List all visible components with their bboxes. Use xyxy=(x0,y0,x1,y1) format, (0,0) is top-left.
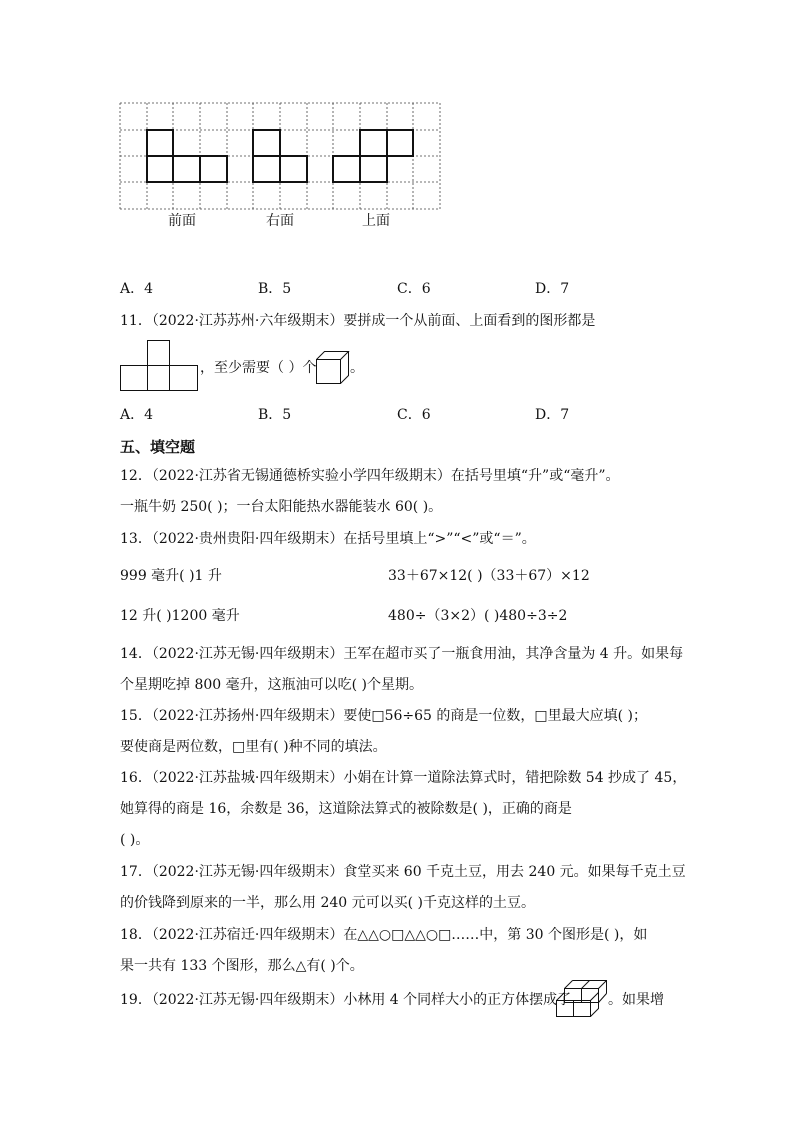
q18-line-1: 18．（2022·江苏宿迁·四年级期末）在△△○□△△○□……中，第 30 个图形是( )，如 xyxy=(120,927,648,943)
q10-option-c: C．6 xyxy=(397,281,431,297)
section-title: 五、填空题 xyxy=(120,438,196,456)
q12-prompt: 12．（2022·江苏省无锡通德桥实验小学四年级期末）在括号里填“升”或“毫升”。 xyxy=(120,468,620,484)
q16-line-3: ( )。 xyxy=(120,832,150,848)
q10-option-d: D．7 xyxy=(535,281,570,297)
q13-compare-2: 33＋67×12( )（33＋67）×12 xyxy=(388,568,590,584)
q11-view-shape xyxy=(120,340,210,392)
q15-line-2: 要使商是两位数，□里有( )种不同的填法。 xyxy=(120,739,387,755)
cube-icon xyxy=(316,351,352,385)
top-view-label: 上面 xyxy=(362,213,390,229)
q14-line-2: 个星期吃掉 800 毫升，这瓶油可以吃( )个星期。 xyxy=(120,677,423,693)
right-view-shape xyxy=(253,130,307,182)
q13-prompt: 13．（2022·贵州贵阳·四年级期末）在括号里填上“>”“<”或“＝”。 xyxy=(120,531,536,547)
q15-line-1: 15．（2022·江苏扬州·四年级期末）要使□56÷65 的商是一位数，□里最大应填( )； xyxy=(120,708,647,724)
q11-option-a: A．4 xyxy=(120,407,154,423)
q19-line-1-end: 。如果增 xyxy=(608,992,664,1008)
q11-option-d: D．7 xyxy=(535,407,570,423)
q14-line-1: 14．（2022·江苏无锡·四年级期末）王军在超市买了一瓶食用油，其净含量为 4 升。如果每 xyxy=(120,646,684,662)
q10-option-a: A．4 xyxy=(120,281,154,297)
right-view-label: 右面 xyxy=(266,213,294,229)
q17-line-2: 的价钱降到原来的一半，那么用 240 元可以买( )千克这样的土豆。 xyxy=(120,895,535,911)
q11-text: 11．（2022·江苏苏州·六年级期末）要拼成一个从前面、上面看到的图形都是 xyxy=(120,313,596,329)
q12-blanks: 一瓶牛奶 250( )；一台太阳能热水器能装水 60( )。 xyxy=(120,499,443,515)
q18-line-2: 果一共有 133 个图形，那么△有( )个。 xyxy=(120,958,364,974)
q13-compare-3: 12 升( )1200 毫升 xyxy=(120,608,240,624)
q11-option-c: C．6 xyxy=(397,407,431,423)
front-view-label: 前面 xyxy=(168,213,196,229)
q16-line-1: 16．（2022·江苏盐城·四年级期末）小娟在计算一道除法算式时，错把除数 54 抄成了 45， xyxy=(120,770,687,786)
q11-text-end: 。 xyxy=(350,360,364,376)
top-view-shape xyxy=(333,130,413,182)
q13-compare-1: 999 毫升( )1 升 xyxy=(120,568,222,584)
q19-line-1: 19．（2022·江苏无锡·四年级期末）小林用 4 个同样大小的正方体摆成了 xyxy=(120,992,572,1008)
front-view-shape xyxy=(147,130,227,182)
q13-compare-4: 480÷（3×2）( )480÷3÷2 xyxy=(388,608,568,624)
cube-arrangement-icon xyxy=(556,980,608,1018)
q10-option-b: B．5 xyxy=(258,281,292,297)
q11-text-continued: ，至少需要（ ）个 xyxy=(200,360,317,376)
q16-line-2: 她算得的商是 16，余数是 36，这道除法算式的被除数是( )，正确的商是 xyxy=(120,801,572,817)
q11-option-b: B．5 xyxy=(258,407,292,423)
q17-line-1: 17．（2022·江苏无锡·四年级期末）食堂买来 60 千克土豆，用去 240 元。如果每千克土豆 xyxy=(120,864,686,880)
